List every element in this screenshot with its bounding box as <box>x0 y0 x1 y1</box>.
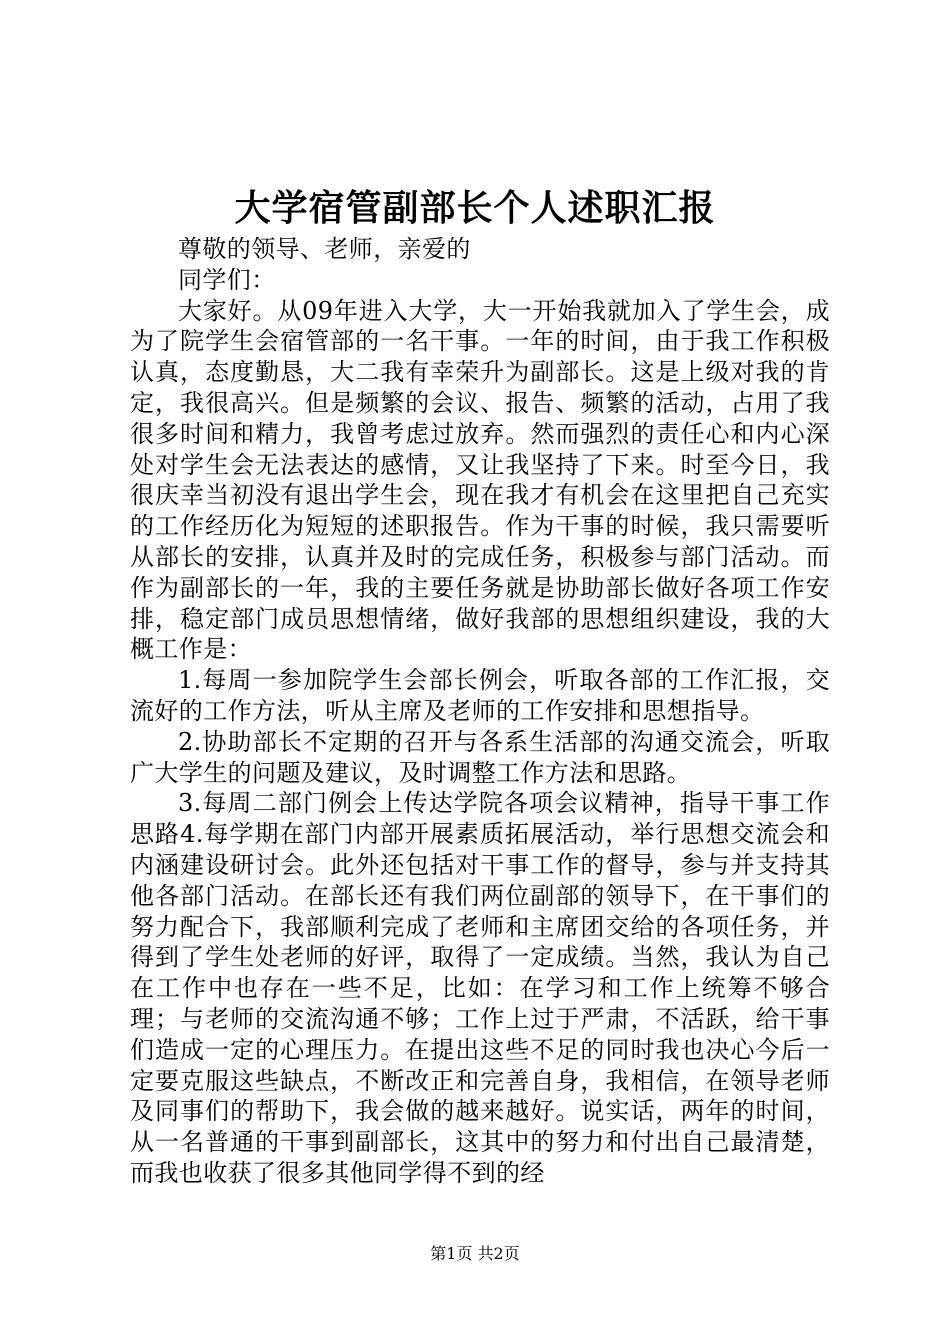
body-paragraph: 大家好。从09年进入大学，大一开始我就加入了学生会，成为了院学生会宿管部的一名干事。一年的时间，由于我工作积极认真，态度勤恳，大二我有幸荣升为副部长。这是上级对我的肯定，我很高兴。但是频繁的会议、报告、频繁的活动，占用了我很多时间和精力，我曾考虑过放弃。然而强烈的责任心和内心深处对学生会无法表达的感情，又让我坚持了下来。时至今日，我很庆幸当初没有退出学生会，现在我才有机会在这里把自己充实的工作经历化为短短的述职报告。作为干事的时候，我只需要听从部长的安排，认真并及时的完成任务，积极参与部门活动。而作为副部长的一年，我的主要任务就是协助部长做好各项工作安排，稳定部门成员思想情绪，做好我部的思想组织建设，我的大概工作是： <box>130 296 830 664</box>
body-paragraph: 3.每周二部门例会上传达学院各项会议精神，指导干事工作思路4.每学期在部门内部开展素质拓展活动，举行思想交流会和内涵建设研讨会。此外还包括对干事工作的督导，参与并支持其他各部门活动。在部长还有我们两位副部的领导下，在干事们的努力配合下，我部顺利完成了老师和主席团交给的各项任务，并得到了学生处老师的好评，取得了一定成绩。当然，我认为自己在工作中也存在一些不足，比如：在学习和工作上统筹不够合理；与老师的交流沟通不够；工作上过于严肃，不活跃，给干事们造成一定的心理压力。在提出这些不足的同时我也决心今后一定要克服这些缺点，不断改正和完善自身，我相信，在领导老师及同事们的帮助下，我会做的越来越好。说实话，两年的时间，从一名普通的干事到副部长，这其中的努力和付出自己最清楚，而我也收获了很多其他同学得不到的经 <box>130 789 830 1187</box>
body-paragraph: 2.协助部长不定期的召开与各系生活部的沟通交流会，听取广大学生的问题及建议，及时调整工作方法和思路。 <box>130 727 830 787</box>
salutation-line: 尊敬的领导、老师，亲爱的 <box>178 235 471 263</box>
document-body <box>130 234 830 1189</box>
body-paragraph: 1.每周一参加院学生会部长例会，听取各部的工作汇报，交流好的工作方法，听从主席及老师的工作安排和思想指导。 <box>130 666 830 725</box>
page-footer: 第1页 共2页 <box>430 1244 520 1263</box>
document-title: 大学宿管副部长个人述职汇报 <box>234 187 716 229</box>
salutation-line: 同学们： <box>178 265 276 294</box>
